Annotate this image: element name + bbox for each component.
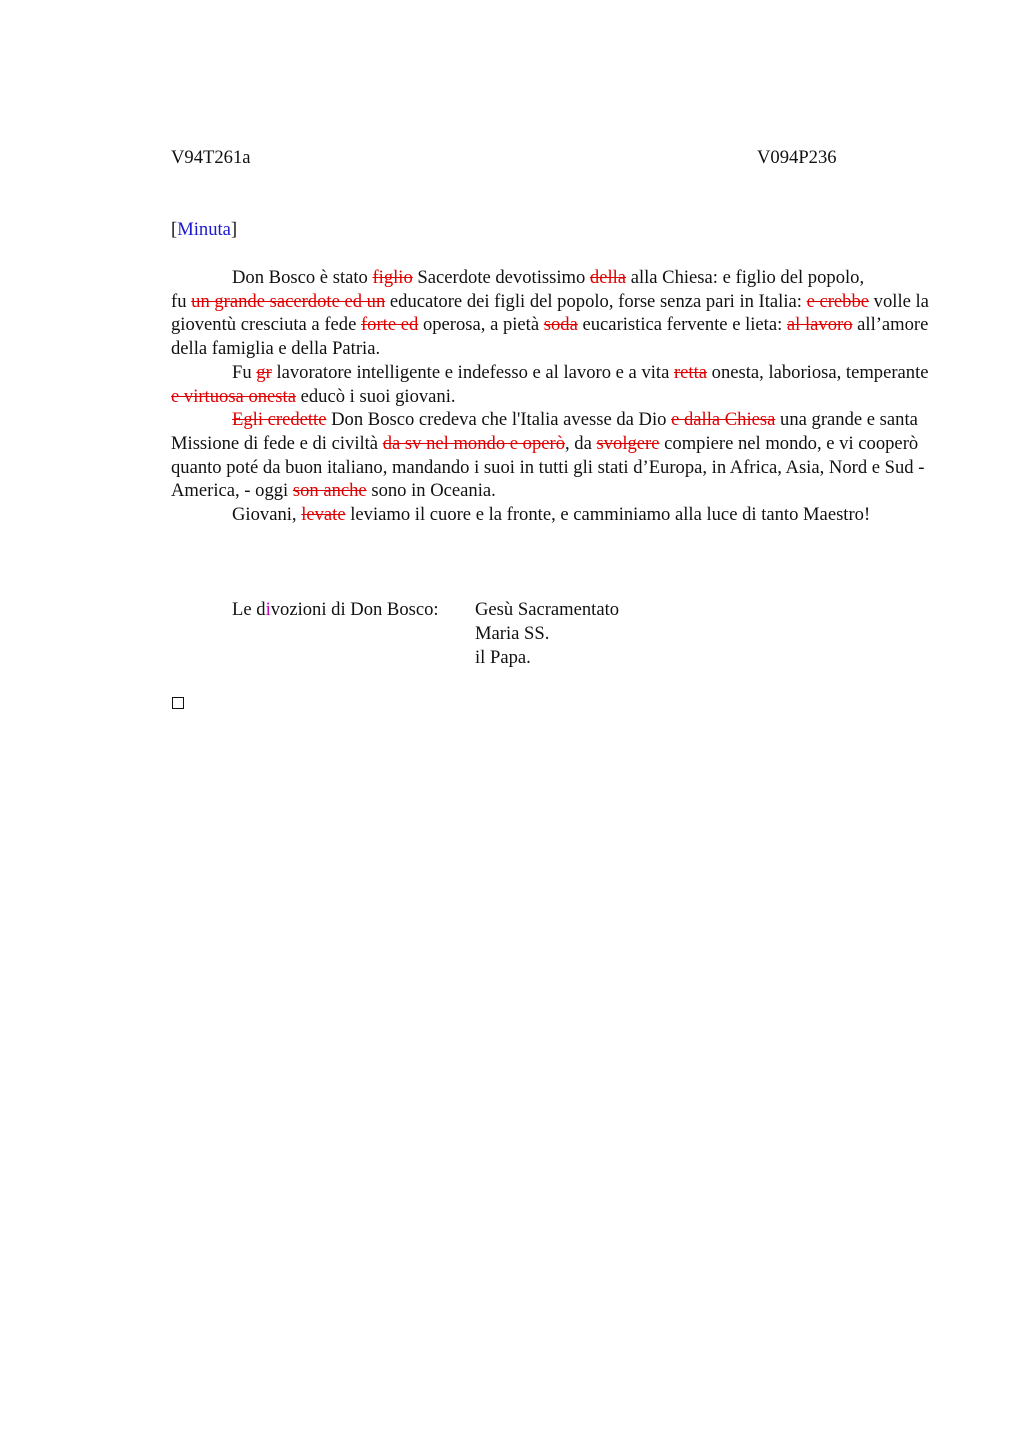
end-marker-square-icon	[172, 697, 184, 709]
deleted-text: figlio	[372, 267, 413, 288]
paragraph-2	[171, 290, 931, 361]
text-run: alla Chiesa: e figlio del popolo,	[626, 267, 865, 288]
document-ref-left: V94T261a	[171, 147, 251, 168]
text-run: lavoratore intelligente e indefesso e al lavoro e a vita	[271, 361, 674, 383]
deleted-text: levate	[301, 504, 346, 526]
text-run: compiere nel mondo, e vi cooperò quanto poté da buon italiano, mandando i suoi in tutti gli stati d’Europa, in Africa, Asia, Nord e Sud - America, - oggi	[171, 432, 925, 502]
deleted-text: svolgere	[596, 432, 660, 454]
text-run: educatore dei figli del popolo, forse senza pari in Italia:	[385, 290, 807, 312]
text-run: eucaristica fervente e lieta:	[577, 314, 787, 336]
devotions-list	[475, 598, 619, 670]
text-run: Giovani,	[232, 504, 302, 526]
heading-bracket-open: [	[171, 219, 178, 240]
heading-label-minuta: Minuta	[177, 219, 231, 240]
deleted-text: al lavoro	[786, 314, 853, 336]
text-run: vozioni di Don Bosco:	[270, 599, 439, 620]
deleted-text: un grande sacerdote ed un	[191, 290, 386, 312]
devotion-item: Maria SS.	[475, 623, 550, 644]
letter-body	[171, 266, 931, 527]
text-run: leviamo il cuore e la fronte, e camminiamo alla luce di tanto Maestro!	[345, 504, 871, 526]
text-run: Don Bosco credeva che l'Italia avesse da Dio	[326, 409, 672, 431]
deleted-text: forte ed	[360, 314, 419, 336]
document-ref-right: V094P236	[757, 147, 837, 168]
text-run: , da	[565, 432, 597, 454]
deleted-text: retta	[673, 361, 708, 383]
text-run: Don Bosco è stato	[232, 267, 373, 288]
paragraph-3	[171, 361, 931, 408]
deleted-text: Egli credette	[232, 409, 327, 431]
text-run: Fu	[232, 361, 257, 383]
corrected-letter: i	[265, 599, 271, 620]
text-run: volle la gioventù cresciuta a fede	[171, 290, 929, 336]
paragraph-1	[171, 266, 931, 290]
text-run: educò i suoi giovani.	[295, 385, 456, 407]
paragraph-5	[171, 503, 931, 527]
deleted-text: gr	[256, 361, 272, 383]
deleted-text: e virtuosa onesta	[171, 385, 296, 407]
text-run: fu	[171, 290, 192, 312]
deleted-text: della	[589, 267, 627, 288]
deleted-text: e dalla Chiesa	[671, 409, 776, 431]
text-run: Sacerdote devotissimo	[412, 267, 590, 288]
paragraph-4	[171, 408, 931, 503]
deleted-text: son anche	[292, 480, 367, 502]
devotions-label	[232, 598, 439, 622]
text-run: onesta, laboriosa, temperante	[707, 361, 929, 383]
section-heading	[171, 219, 237, 241]
text-run: sono in Oceania.	[366, 480, 496, 502]
text-run: operosa, a pietà	[418, 314, 544, 336]
text-run: una grande e santa Missione di fede e di civiltà	[171, 409, 918, 454]
deleted-text: soda	[543, 314, 578, 336]
heading-bracket-close: ]	[230, 219, 238, 240]
deleted-text: da sv nel mondo e operò	[382, 432, 565, 454]
devotion-item: Gesù Sacramentato	[475, 599, 620, 620]
text-run: Le d	[232, 599, 266, 620]
devotion-item: il Papa.	[475, 647, 531, 668]
text-run: all’amore della famiglia e della Patria.	[171, 314, 929, 360]
deleted-text: e crebbe	[806, 290, 870, 312]
